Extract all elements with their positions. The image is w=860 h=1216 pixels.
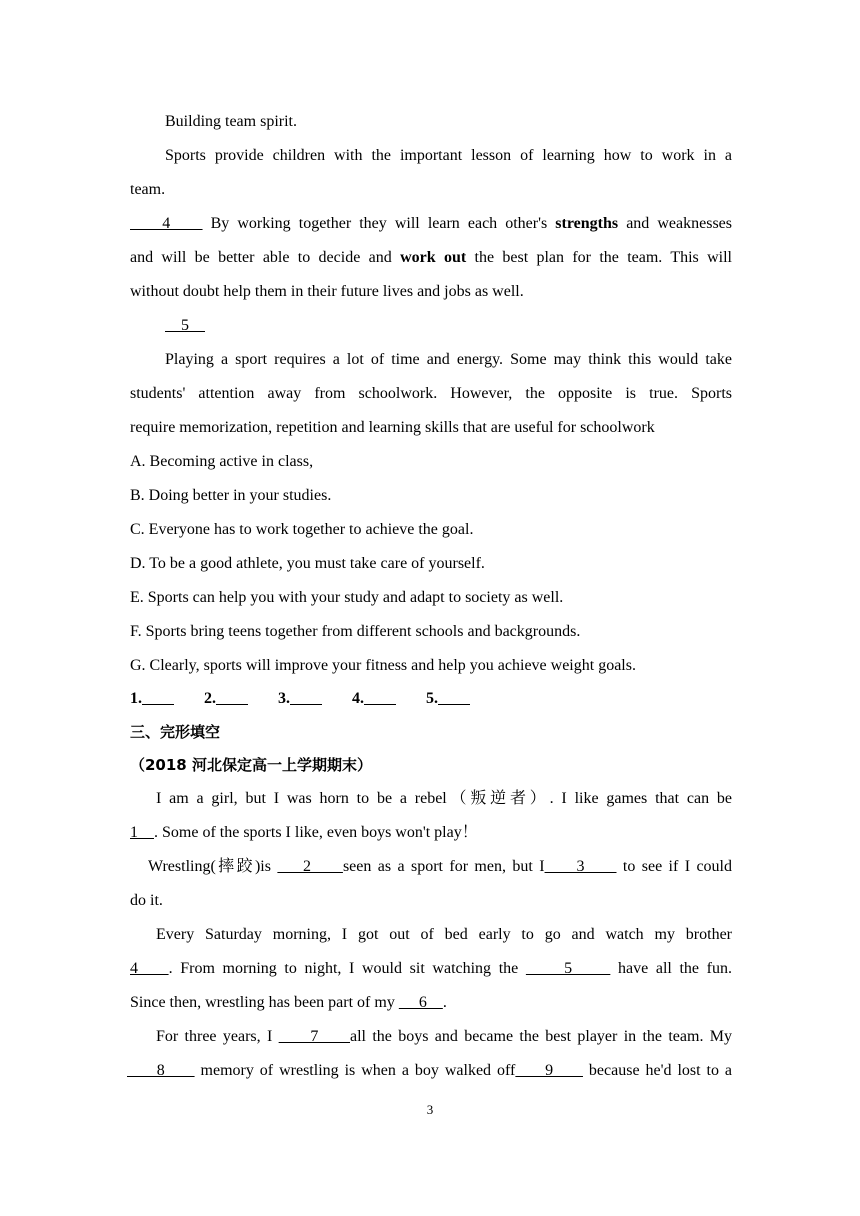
paragraph-line: require memorization, repetition and learning skills that are useful for schoolwork [130,419,655,436]
page-number: 3 [426,1102,434,1117]
cloze-blank-2: 2 [277,858,343,875]
paragraph-line: 8 memory of wrestling is when a boy walked off 9 because he'd lost to a [127,1062,733,1079]
paragraph-line: students' attention away from schoolwork. However, the opposite is true. Sports [130,385,732,402]
answer-label-5: 5. [426,690,438,707]
paragraph-line: 1 . Some of the sports I like, even boys won't play！ [130,824,478,841]
cloze-blank-3: 3 [544,858,617,875]
option-g: G. Clearly, sports will improve your fitness and help you achieve weight goals. [130,657,636,674]
answer-label-4: 4. [352,690,364,707]
answer-label-1: 1. [130,690,142,707]
option-f: F. Sports bring teens together from different schools and backgrounds. [130,623,581,640]
section-heading: 三、完形填空 [130,723,221,741]
paragraph-line: Sports provide children with the important lesson of learning how to work in a [165,147,732,164]
cloze-blank-9: 9 [515,1062,583,1079]
answer-blank-3[interactable] [290,689,322,709]
answer-blank-1[interactable] [142,689,174,709]
option-b: B. Doing better in your studies. [130,487,332,504]
paragraph-line: 4 . From morning to night, I would sit watching the 5 have all the fun. [130,960,732,977]
paragraph-line: and will be better able to decide and work out the best plan for the team. This will [130,249,733,266]
answer-blank-4[interactable] [364,689,396,709]
cloze-blank-6: 6 [398,994,443,1011]
paragraph-line: do it. [130,892,163,909]
cloze-blank-5: 5 [525,960,611,977]
paragraph-title: Building team spirit. [165,113,297,130]
answer-label-3: 3. [278,690,290,707]
option-d: D. To be a good athlete, you must take care of yourself. [130,555,485,572]
option-c: C. Everyone has to work together to achieve the goal. [130,521,474,538]
blank-4: 4 [130,215,203,232]
cloze-blank-8: 8 [127,1062,195,1079]
source-note: （2018 河北保定高一上学期期末） [130,756,372,774]
paragraph-line [165,316,732,336]
paragraph-line: For three years, I 7 all the boys and became the best player in the team. My [156,1028,733,1045]
option-e: E. Sports can help you with your study and adapt to society as well. [130,589,564,606]
paragraph-line: Since then, wrestling has been part of my 6 . [130,994,447,1011]
paragraph-line: I am a girl, but I was horn to be a rebel（叛逆者）. I like games that can be [156,790,732,807]
answer-blank-2[interactable] [216,689,248,709]
paragraph-line: Wrestling(摔跤)is 2 seen as a sport for men, but I 3 to see if I could [148,858,732,875]
cloze-blank-4: 4 [130,960,169,977]
paragraph-line: team. [130,181,166,198]
paragraph-line: Every Saturday morning, I got out of bed early to go and watch my brother [156,926,732,943]
paragraph-line: Playing a sport requires a lot of time and energy. Some may think this would take [165,351,732,368]
answer-label-2: 2. [204,690,216,707]
paragraph-line: 4 By working together they will learn each other's strengths and weaknesses [130,215,733,232]
answer-blanks-row [130,689,732,709]
cloze-blank-1: 1 [130,824,154,841]
answer-blank-5[interactable] [438,689,470,709]
cloze-blank-7: 7 [278,1028,350,1045]
option-a: A. Becoming active in class, [130,453,314,470]
blank-5: 5 [165,317,205,334]
paragraph-line: without doubt help them in their future lives and jobs as well. [130,283,524,300]
